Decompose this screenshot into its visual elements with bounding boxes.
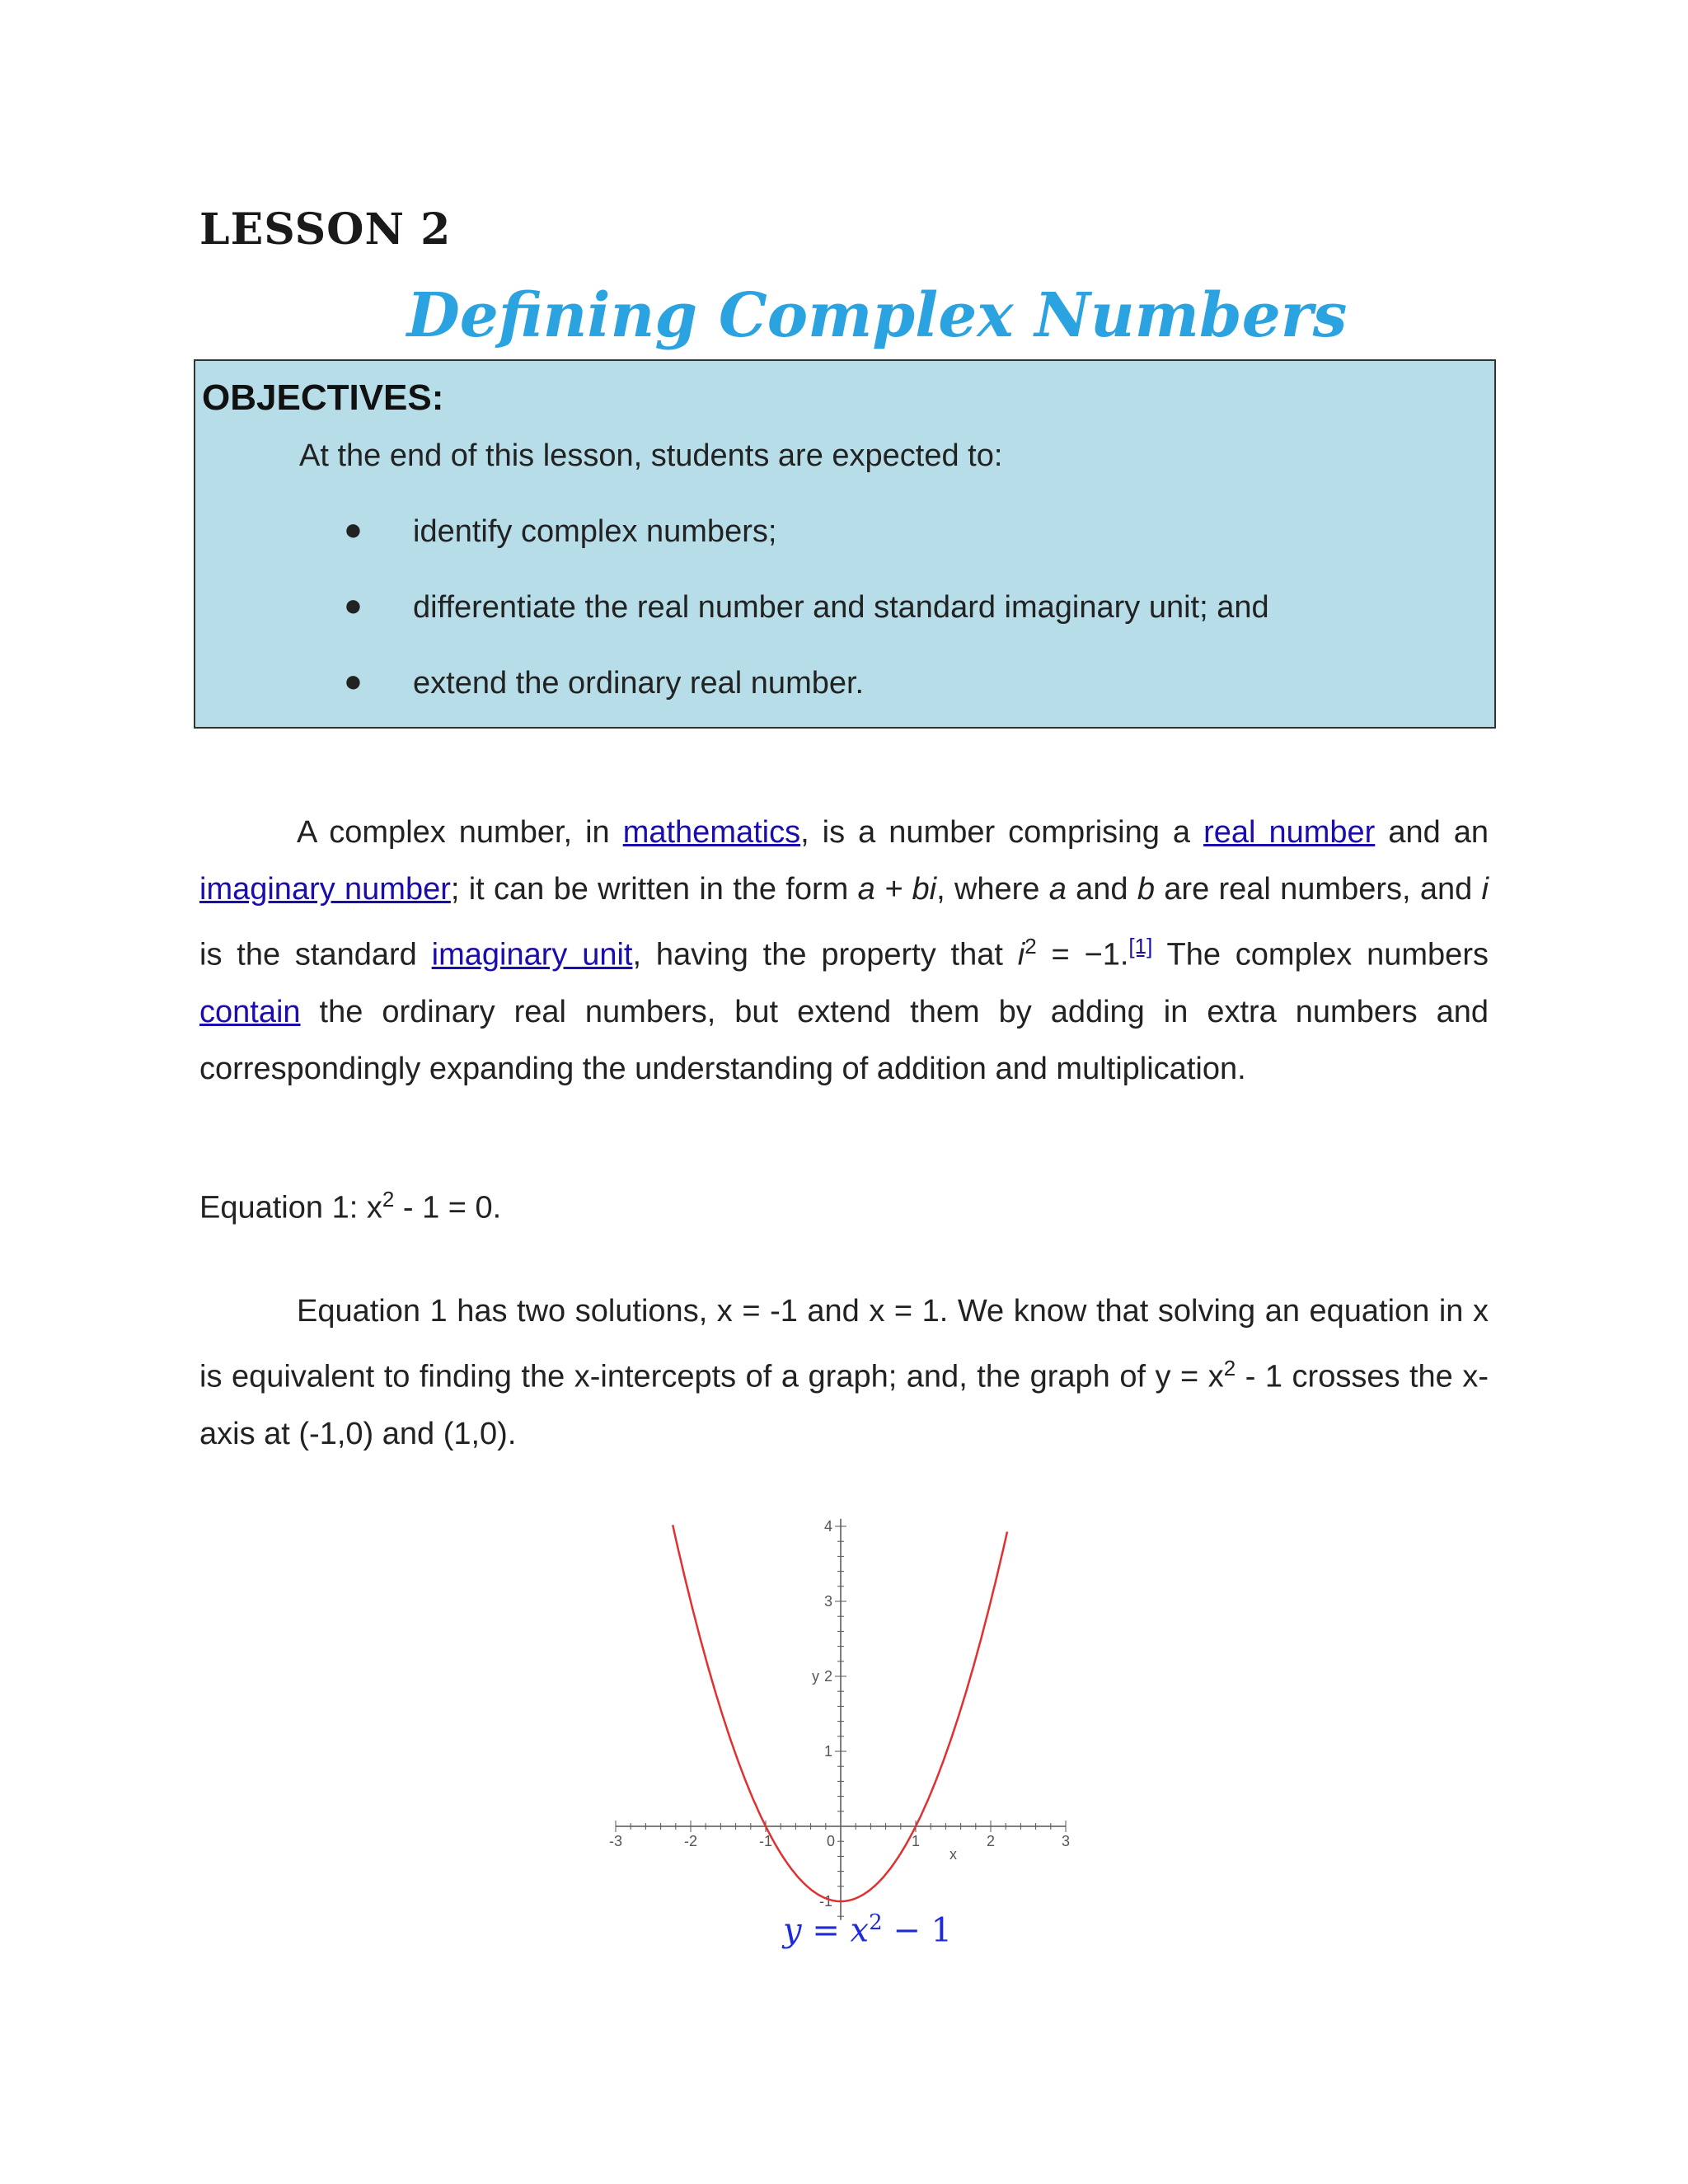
page-title: Defining Complex Numbers — [406, 280, 1348, 351]
objectives-intro: At the end of this lesson, students are expected to: — [299, 438, 1003, 473]
y-tick-label: 2 — [823, 1668, 832, 1685]
bullet-icon: ● — [344, 664, 363, 699]
x-tick-label: 1 — [911, 1833, 921, 1849]
parabola-curve — [673, 1525, 1007, 1901]
parabola-graph — [577, 1500, 1104, 1910]
y-tick-label: 3 — [823, 1593, 832, 1610]
bullet-icon: ● — [344, 588, 363, 623]
objectives-box — [194, 359, 1496, 729]
definition-paragraph: A complex number, in mathematics, is a number comprising a real number and an imaginary number; it can be written in the form a + bi, where a and b are real numbers, and i is the standard imaginary unit, having the property that $i^2 = -1.[1]$ The complex numbers contain the ordinary real numbers, but extend them by adding in extra numbers and correspondingly expanding the understanding of addition and multiplication. — [199, 815, 1489, 1086]
link-mathematics[interactable]: mathematics — [622, 815, 801, 850]
y-tick-label: 4 — [823, 1518, 832, 1535]
y-tick-label: 1 — [823, 1743, 832, 1760]
link-imaginary-number[interactable]: imaginary number — [199, 872, 451, 907]
x-tick-label: 3 — [1061, 1833, 1071, 1849]
graph-axes — [609, 1518, 1070, 1920]
x-tick-label: 0 — [826, 1833, 836, 1849]
bullet-icon: ● — [344, 513, 363, 547]
link-imaginary-unit[interactable]: imaginary unit — [431, 937, 633, 972]
objective-text: identify complex numbers; — [413, 514, 777, 549]
link-real-number[interactable]: real number — [1203, 815, 1376, 850]
x-axis-label: x — [950, 1846, 957, 1863]
lesson-label: LESSON 2 — [199, 204, 452, 255]
reference-link[interactable]: [1] — [1128, 934, 1153, 958]
y-tick-label: -1 — [818, 1893, 832, 1910]
x-tick-label: 2 — [986, 1833, 996, 1849]
x-tick-label: -1 — [758, 1833, 773, 1849]
objective-text: differentiate the real number and standard imaginary unit; and — [413, 590, 1269, 625]
y-axis-label: y — [812, 1668, 819, 1685]
objectives-heading: OBJECTIVES: — [202, 377, 444, 418]
objective-text: extend the ordinary real number. — [413, 666, 865, 701]
link-contain[interactable]: contain — [199, 994, 301, 1029]
graph-caption: $y = x^2 - 1$ — [783, 1910, 953, 1950]
x-tick-label: -3 — [608, 1833, 623, 1849]
equation-1: Equation 1: $x^2 - 1 = 0$. — [199, 1187, 502, 1226]
solution-paragraph: Equation 1 has two solutions, x = -1 and x = 1. We know that solving an equation in x is equivalent to finding the x-intercepts of a graph; and, the graph of $y = x^2 - 1$ crosses the x-axis at (-1,0) and (1,0). — [199, 1294, 1489, 1451]
x-tick-label: -2 — [683, 1833, 698, 1849]
